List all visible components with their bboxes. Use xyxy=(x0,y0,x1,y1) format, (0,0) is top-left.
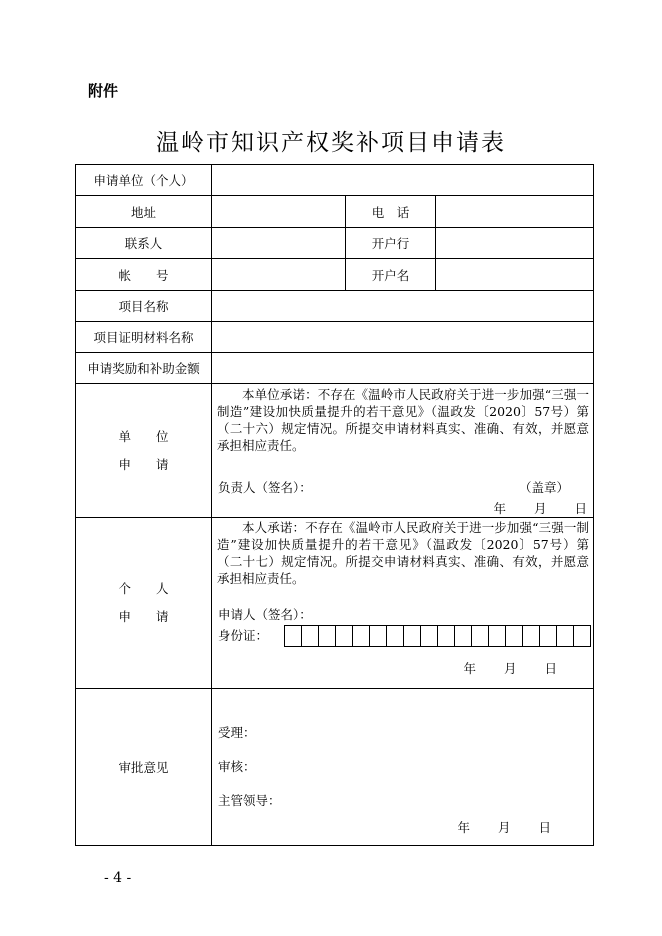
personal-date-month: 月 xyxy=(504,661,517,676)
address-label: 地址 xyxy=(76,196,212,228)
phone-label: 电 话 xyxy=(346,196,436,228)
proof-material-label: 项目证明材料名称 xyxy=(76,322,212,353)
personal-signer-label: 申请人（签名）： xyxy=(218,607,312,622)
phone-field[interactable] xyxy=(436,196,594,228)
bank-label: 开户行 xyxy=(346,228,436,259)
personal-application-cell[interactable] xyxy=(212,518,594,689)
id-digit-box[interactable] xyxy=(489,625,506,647)
id-digit-box[interactable] xyxy=(404,625,421,647)
unit-commitment-text: 本单位承诺：不存在《温岭市人民政府关于进一步加强“三强一制造”建设加快质量提升的若干意见》（温政发〔2020〕57号）第（二十六）规定情况。所提交申请材料真实、准确、有效，并愿意承担相应责任。 xyxy=(217,387,590,453)
approval-accepted-label: 受理： xyxy=(218,725,256,740)
id-digit-box[interactable] xyxy=(302,625,319,647)
personal-commitment-text: 本人承诺：不存在《温岭市人民政府关于进一步加强“三强一制造”建设加快质量提升的若干意见》（温政发〔2020〕57号）第（二十七）规定情况。所提交申请材料真实、准确、有效，并愿意承担相应责任。 xyxy=(217,520,590,586)
id-digit-box[interactable] xyxy=(574,625,591,647)
id-digit-box[interactable] xyxy=(438,625,455,647)
personal-date-day: 日 xyxy=(544,661,558,676)
approval-date-day: 日 xyxy=(538,820,552,835)
page-number: - 4 - xyxy=(104,870,132,886)
project-name-field[interactable] xyxy=(212,291,594,322)
project-name-label: 项目名称 xyxy=(76,291,212,322)
approval-date-year: 年 xyxy=(457,820,471,835)
application-form-table xyxy=(75,164,594,846)
account-name-field[interactable] xyxy=(436,259,594,291)
unit-date-month: 月 xyxy=(534,501,547,516)
id-digit-box[interactable] xyxy=(455,625,472,647)
id-card-label: 身份证： xyxy=(218,628,269,643)
personal-date-year: 年 xyxy=(463,661,477,676)
attachment-label: 附件 xyxy=(88,82,119,100)
id-digit-box[interactable] xyxy=(353,625,370,647)
unit-label-line2: 申 请 xyxy=(118,456,169,472)
account-name-label: 开户名 xyxy=(346,259,436,291)
approval-date-month: 月 xyxy=(498,820,511,835)
address-field[interactable] xyxy=(212,196,346,228)
account-label: 帐 号 xyxy=(76,259,212,291)
approval-cell[interactable] xyxy=(212,689,594,846)
unit-date-day: 日 xyxy=(574,501,588,516)
personal-label-line1: 个 人 xyxy=(118,581,169,596)
id-digit-box[interactable] xyxy=(472,625,489,647)
id-digit-box[interactable] xyxy=(421,625,438,647)
id-digit-box[interactable] xyxy=(370,625,387,647)
id-digit-box[interactable] xyxy=(336,625,353,647)
proof-material-field[interactable] xyxy=(212,322,594,353)
amount-label: 申请奖励和补助金额 xyxy=(76,353,212,384)
approval-reviewed-label: 审核： xyxy=(218,759,256,774)
contact-field[interactable] xyxy=(212,228,346,259)
approval-label: 审批意见 xyxy=(76,689,212,846)
personal-application-label xyxy=(76,518,212,689)
bank-field[interactable] xyxy=(436,228,594,259)
unit-seal-label: （盖章） xyxy=(519,480,570,495)
applicant-unit-label: 申请单位（个人） xyxy=(76,165,212,196)
page-title: 温岭市知识产权奖补项目申请表 xyxy=(156,130,506,156)
id-digit-box[interactable] xyxy=(506,625,523,647)
personal-label-line2: 申 请 xyxy=(118,609,169,624)
id-digit-box[interactable] xyxy=(557,625,574,647)
unit-signer-label: 负责人（签名）： xyxy=(218,480,312,495)
id-digit-box[interactable] xyxy=(319,625,336,647)
approval-leader-label: 主管领导： xyxy=(218,793,281,808)
unit-application-cell[interactable] xyxy=(212,384,594,518)
contact-label: 联系人 xyxy=(76,228,212,259)
unit-label-line1: 单 位 xyxy=(118,428,169,444)
id-digit-box[interactable] xyxy=(540,625,557,647)
unit-application-label xyxy=(76,384,212,518)
applicant-unit-field[interactable] xyxy=(212,165,594,196)
id-number-boxes[interactable] xyxy=(284,625,591,647)
unit-date-year: 年 xyxy=(493,501,507,516)
account-field[interactable] xyxy=(212,259,346,291)
id-digit-box[interactable] xyxy=(284,625,302,647)
id-digit-box[interactable] xyxy=(523,625,540,647)
amount-field[interactable] xyxy=(212,353,594,384)
id-digit-box[interactable] xyxy=(387,625,404,647)
